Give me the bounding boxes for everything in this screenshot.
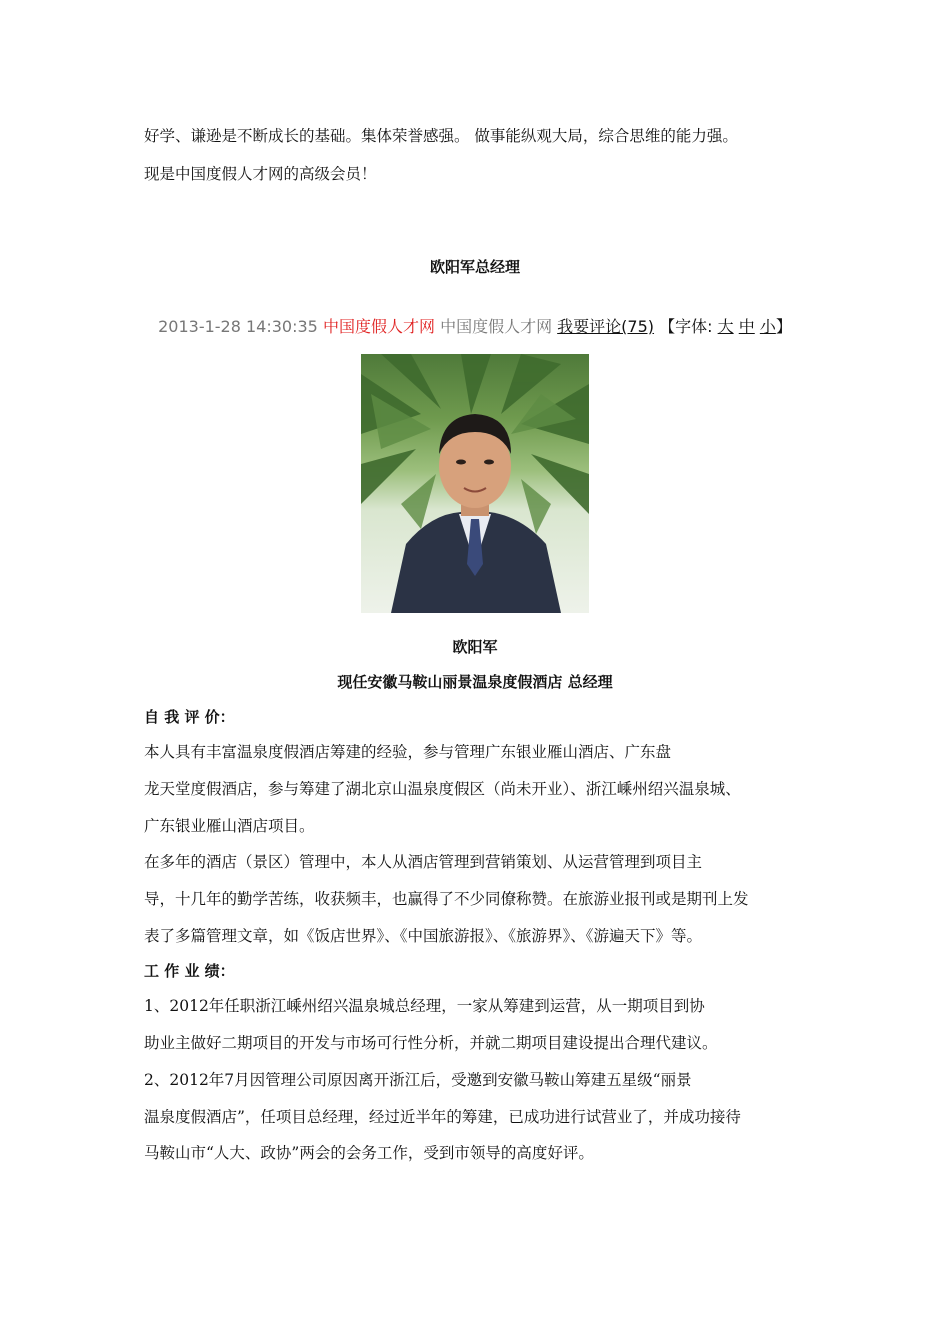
self-eval-p1-line: 本人具有丰富温泉度假酒店筹建的经验，参与管理广东银业雁山酒店、广东盘 [144,743,672,761]
self-eval-heading: 自 我 评 价： [144,708,235,726]
achievement-1-line: 1、2012年任职浙江嵊州绍兴温泉城总经理，一家从筹建到运营，从一期项目到协 [144,997,705,1015]
self-eval-p1-line: 龙天堂度假酒店，参与筹建了湖北京山温泉度假区（尚未开业）、浙江嵊州绍兴温泉城、 [144,780,741,798]
intro-line-1: 好学、谦逊是不断成长的基础。集体荣誉感强。 做事能纵观大局，综合思维的能力强。 [144,127,738,145]
photo-caption-title: 现任安徽马鞍山丽景温泉度假酒店 总经理 [337,673,613,691]
photo-caption-name: 欧阳军 [452,638,498,656]
article-title: 欧阳军总经理 [429,258,520,276]
font-large-link[interactable]: 大 [717,317,734,336]
self-eval-p2-line: 在多年的酒店（景区）管理中，本人从酒店管理到营销策划、从运营管理到项目主 [144,853,703,871]
achievement-1-line: 助业主做好二期项目的开发与市场可行性分析，并就二期项目建设提出合理代建议。 [144,1034,718,1052]
self-eval-p1-line: 广东银业雁山酒店项目。 [144,817,315,835]
meta-source-text: 中国度假人才网 [440,317,553,336]
meta-source-link[interactable]: 中国度假人才网 [322,317,435,336]
comment-link[interactable]: 我要评论(75) [557,317,655,336]
achievement-2-line: 2、2012年7月因管理公司原因离开浙江后，受邀到安徽马鞍山筹建五星级“丽景 [144,1071,692,1089]
achievements-heading: 工 作 业 绩： [144,962,235,980]
font-size-close: 】 [775,317,792,336]
article-meta [0,314,950,337]
portrait-photo [361,354,589,613]
font-small-link[interactable]: 小 [759,317,776,336]
portrait-illustration [361,354,589,613]
self-eval-p2-line: 导，十几年的勤学苦练，收获频丰，也赢得了不少同僚称赞。在旅游业报刊或是期刊上发 [144,890,749,908]
font-medium-link[interactable]: 中 [738,317,755,336]
font-size-label: 【字体: [659,317,713,336]
meta-datetime: 2013-1-28 14:30:35 [158,317,318,336]
self-eval-p2-line: 表了多篇管理文章，如《饭店世界》、《中国旅游报》、《旅游界》、《游遍天下》等。 [144,927,703,945]
intro-line-2: 现是中国度假人才网的高级会员！ [144,165,377,183]
achievement-2-line: 温泉度假酒店”，任项目总经理，经过近半年的筹建，已成功进行试营业了，并成功接待 [144,1108,741,1126]
achievement-2-line: 马鞍山市“人大、政协”两会的会务工作，受到市领导的高度好评。 [144,1144,594,1162]
